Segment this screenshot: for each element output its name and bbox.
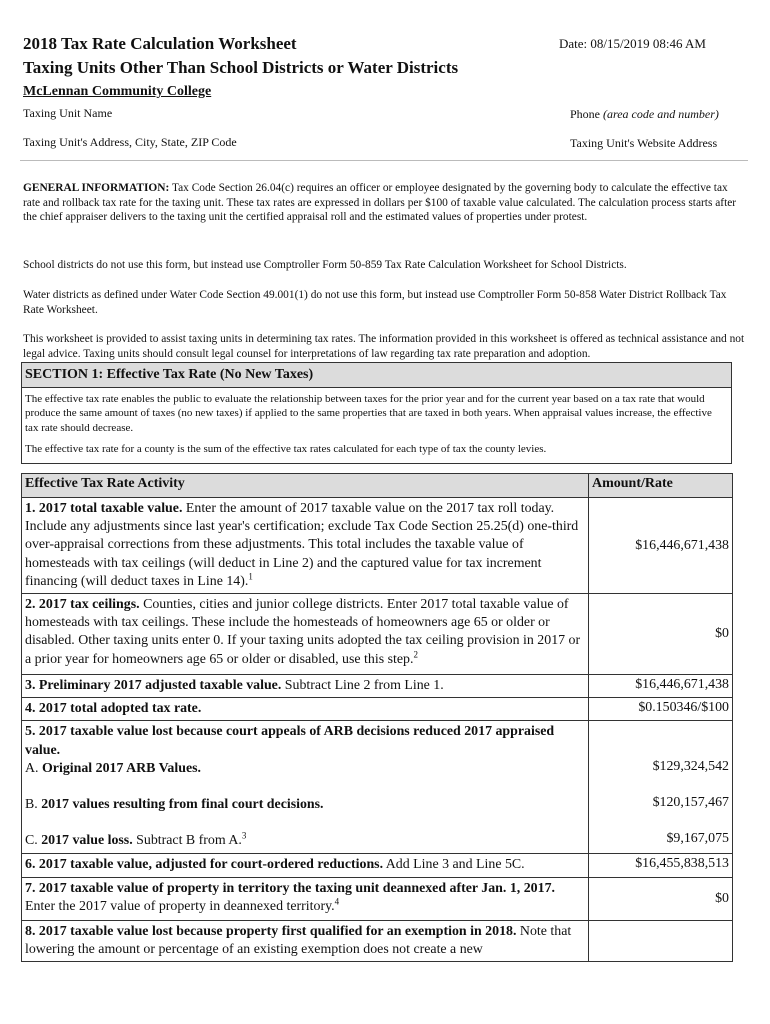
amount-line-3: $16,446,671,438 — [589, 675, 733, 698]
table-row-line-5: 5. 2017 taxable value lost because court appeals of ARB decisions reduced 2017 appraised value. A. Original 2017 ARB Values. B. 2017 values resulting from final court decisions. C. 2017 value loss. Subtract B from A.$^3$ $129,324,542 $120,157,467 $9,167,075 — [22, 721, 733, 854]
website-label: Taxing Unit's Website Address — [570, 136, 718, 150]
amount-line-5c: $9,167,075 — [666, 831, 729, 847]
general-info-lead: GENERAL INFORMATION: — [23, 182, 170, 194]
column-header-amount: Amount/Rate — [589, 474, 733, 498]
phone-label-group — [570, 107, 719, 122]
table-row-line-6: 6. 2017 taxable value, adjusted for court-ordered reductions. Add Line 3 and Line 5C. $16,455,838,513 — [22, 854, 733, 877]
column-header-activity: Effective Tax Rate Activity — [22, 474, 589, 498]
amount-line-8 — [589, 920, 733, 961]
school-districts-note: School districts do not use this form, but instead use Comptroller Form 50-859 Tax Rate Calculation Worksheet for School Districts. — [23, 259, 627, 271]
effective-tax-rate-table — [21, 473, 733, 962]
table-header-row — [22, 474, 733, 498]
table-row-line-3: 3. Preliminary 2017 adjusted taxable value. Subtract Line 2 from Line 1. $16,446,671,438 — [22, 675, 733, 698]
worksheet-disclaimer: This worksheet is provided to assist taxing units in determining tax rates. The information provided in this worksheet is offered as technical assistance and not legal advice. Taxing units should consult legal counsel for interpretations of law regarding tax rate preparation and adoption. — [23, 333, 745, 360]
amount-line-4: $0.150346/$100 — [589, 698, 733, 721]
section-1-body — [22, 388, 731, 456]
section-1-title: SECTION 1: Effective Tax Rate (No New Taxes) — [22, 363, 731, 388]
section-1-county-note: The effective tax rate for a county is the sum of the effective tax rates calculated for each type of tax the county levies. — [25, 442, 547, 455]
form-title: 2018 Tax Rate Calculation Worksheet — [23, 34, 297, 53]
general-info-text: Tax Code Section 26.04(c) requires an officer or employee designated by the governing body to calculate the effective tax rate and rollback tax rate for the taxing unit. These tax rates are expressed in dollars per $100 of taxable value calculated. The calculation process starts after the chief appraiser delivers to the taxing unit the certified appraisal roll and the estimated values of properties under protest. — [23, 182, 737, 224]
phone-hint: (area code and number) — [603, 107, 719, 121]
address-label: Taxing Unit's Address, City, State, ZIP Code — [23, 135, 237, 149]
amount-line-5b: $120,157,467 — [652, 795, 729, 811]
amount-line-5a: $129,324,542 — [652, 759, 729, 775]
table-row-line-4: 4. 2017 total adopted tax rate. $0.150346/$100 — [22, 698, 733, 721]
amount-line-7: $0 — [589, 877, 733, 920]
phone-label: Phone — [570, 107, 600, 121]
table-row-line-2: 2. 2017 tax ceilings. Counties, cities and junior college districts. Enter 2017 total taxable value of homesteads with tax ceilings. These include the homesteads of homeowners age 65 or older or disabled. Other taxing units enter 0. If your taxing units adopted the tax ceiling provision in 2017 or a prior year for homeowners age 65 or older or disabled, use this step.$^2$ $0 — [22, 594, 733, 675]
table-row-line-8: 8. 2017 taxable value lost because property first qualified for an exemption in 2018. Note that lowering the amount or percentage of an existing exemption does not create a new — [22, 920, 733, 961]
amount-line-6: $16,455,838,513 — [589, 854, 733, 877]
section-1-box — [21, 362, 732, 464]
header-divider — [20, 160, 748, 161]
amount-line-1: $16,446,671,438 — [589, 498, 733, 594]
form-subtitle: Taxing Units Other Than School Districts or Water Districts — [23, 58, 459, 77]
section-1-paragraph: The effective tax rate enables the public to evaluate the relationship between taxes for the prior year and for the current year based on a tax rate that would produce the same amount of taxes (no new taxes) if applied to the same properties that are taxed in both years. When appraisal values increase, the effective tax rate should decrease. — [25, 393, 712, 434]
table-row-line-1: 1. 2017 total taxable value. Enter the amount of 2017 taxable value on the 2017 tax roll today. Include any adjustments since last year's certification; exclude Tax Code Section 25.25(d) one-third over-appraisal corrections from these adjustments. This total includes the taxable value of homesteads with tax ceilings (will deduct in Line 2) and the captured value for tax increment financing (will deduct taxes in Line 14).$^1$ $16,446,671,438 — [22, 498, 733, 594]
form-date: Date: 08/15/2019 08:46 AM — [559, 36, 706, 51]
table-row-line-7: 7. 2017 taxable value of property in territory the taxing unit deannexed after Jan. 1, 2017. Enter the 2017 value of property in deannexed territory.$^4$ $0 — [22, 877, 733, 920]
amount-line-2: $0 — [589, 594, 733, 675]
general-info-paragraph — [23, 181, 745, 225]
taxing-unit-name-label: Taxing Unit Name — [23, 106, 113, 120]
water-districts-note: Water districts as defined under Water Code Section 49.001(1) do not use this form, but instead use Comptroller Form 50-858 Water District Rollback Tax Rate Worksheet. — [23, 289, 727, 316]
taxing-unit-name: McLennan Community College — [23, 84, 212, 99]
